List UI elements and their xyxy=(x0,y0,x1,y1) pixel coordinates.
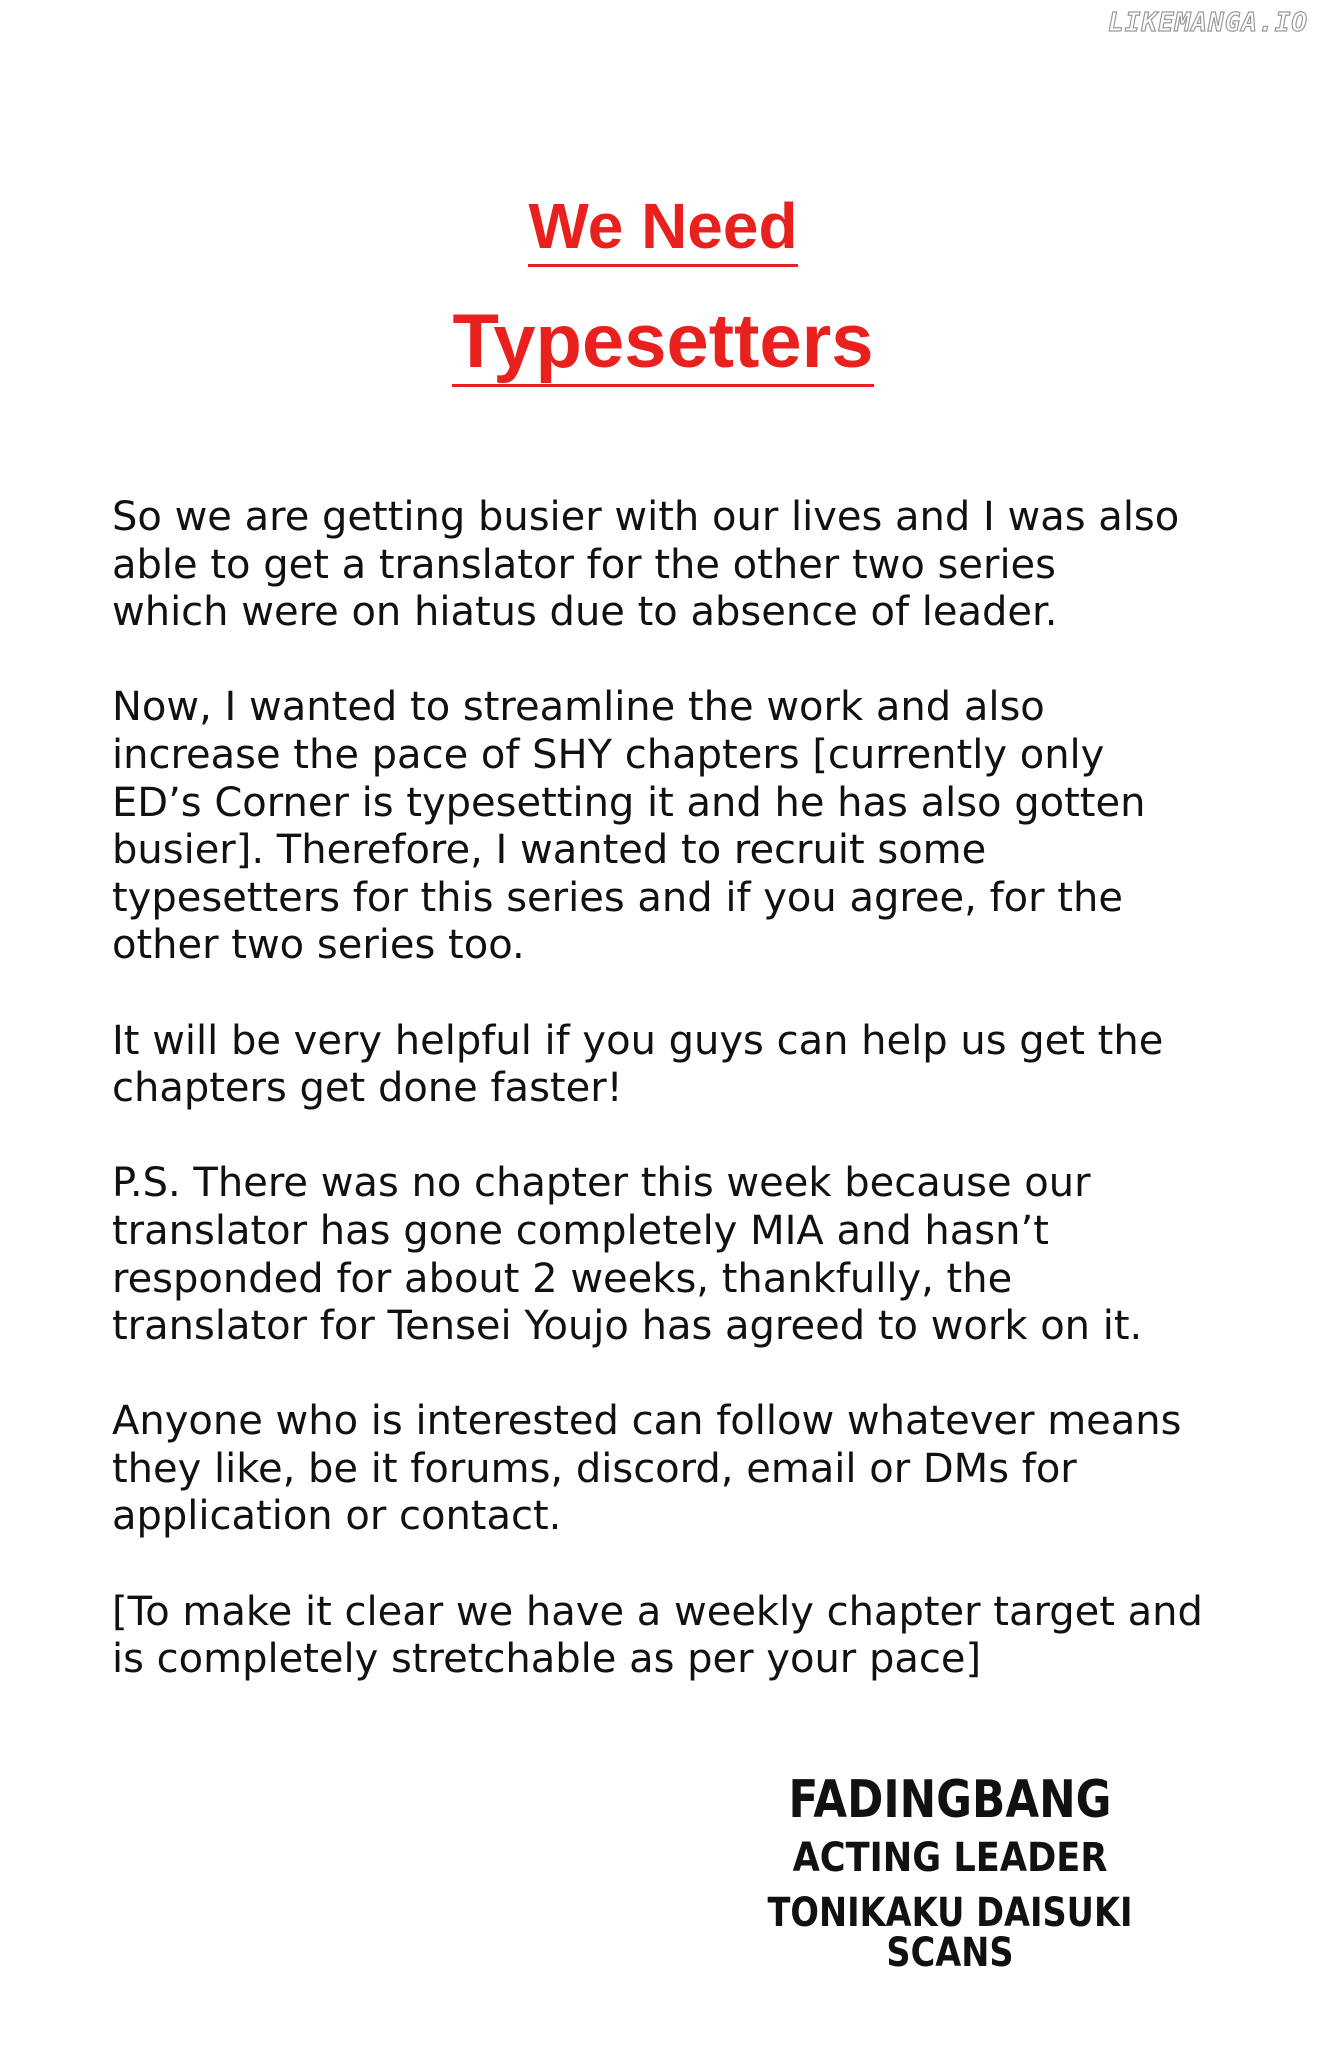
signature-name: FADINGBANG xyxy=(788,1770,1112,1830)
paragraph-clarification: [To make it clear we have a weekly chapter target and is completely stretchable as per your pace] xyxy=(112,1588,1203,1683)
paragraph-recruit: Now, I wanted to streamline the work and also increase the pace of SHY chapters [currently only ED’s Corner is typesetting it and he has also gotten busier]. Therefore, I wanted to recruit some typesetters for this series and if you agree, for the other two series too. xyxy=(112,684,1146,969)
paragraph-help: It will be very helpful if you guys can help us get the chapters get done faster! xyxy=(112,1017,1164,1112)
announcement-body xyxy=(112,494,1232,1684)
signature-role: ACTING LEADER xyxy=(792,1835,1108,1881)
heading-we-need: We Need xyxy=(528,194,797,267)
paragraph-intro: So we are getting busier with our lives and I was also able to get a translator for the other two series which were on hiatus due to absence of leader. xyxy=(112,494,1180,636)
heading-line-1 xyxy=(0,190,1326,267)
heading-line-2 xyxy=(0,299,1326,387)
paragraph-ps: P.S. There was no chapter this week because our translator has gone completely MIA and hasn’t responded for about 2 weeks, thankfully, the translator for Tensei Youjo has agreed to work on it. xyxy=(112,1160,1143,1350)
paragraph-contact: Anyone who is interested can follow whatever means they like, be it forums, discord, email or DMs for application or contact. xyxy=(112,1398,1182,1540)
site-watermark: LIKEMANGA.IO xyxy=(1108,8,1308,38)
signature-group: TONIKAKU DAISUKI SCANS xyxy=(767,1890,1133,1976)
heading-typesetters: Typesetters xyxy=(452,304,873,387)
